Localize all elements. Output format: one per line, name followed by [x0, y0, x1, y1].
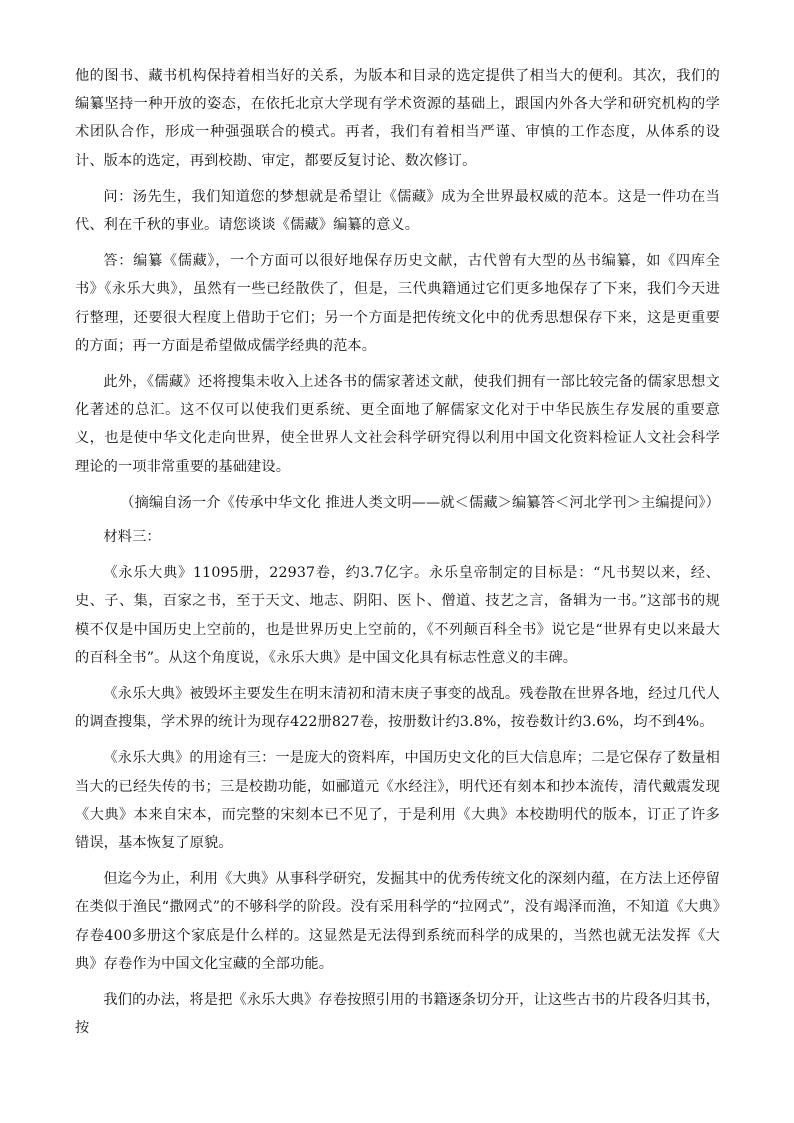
paragraph-our-approach: 我们的办法，将是把《永乐大典》存卷按照引用的书籍逐条切分开，让这些古书的片段各归其书，按	[75, 992, 720, 1037]
answer-paragraph: 答：编纂《儒藏》，一个方面可以很好地保存历史文献，古代曾有大型的丛书编纂，如《四库全书》《永乐大典》，虽然有一些已经散佚了，但是，三代典籍通过它们更多地保存了下来，我们今天进行整理，还要很大程度上借助于它们；另一个方面是把传统文化中的优秀思想保存下来，这是更重要的方面；再一方面是希望做成儒学经典的范本。	[75, 253, 720, 354]
source-citation: （摘编自汤一介《传承中华文化 推进人类文明——就＜儒藏＞编纂答＜河北学刊＞主编提问》）	[120, 494, 720, 511]
section-heading: 材料三：	[103, 529, 161, 546]
question-paragraph: 问：汤先生，我们知道您的梦想就是希望让《儒藏》成为全世界最权威的范本。这是一件功在当代、利在千秋的事业。请您谈谈《儒藏》编纂的意义。	[75, 188, 720, 234]
paragraph-supplement: 此外，《儒藏》还将搜集未收入上述各书的儒家著述文献，使我们拥有一部比较完备的儒家思想文化著述的总汇。这不仅可以使我们更系统、更全面地了解儒家文化对于中华民族生存发展的重要意义，也是使中华文化走向世界，使全世界人文社会科学研究得以利用中国文化资料检证人文社会科学理论的一项非常重要的基础建设。	[75, 374, 720, 475]
paragraph-continuation: 他的图书、藏书机构保持着相当好的关系，为版本和目录的选定提供了相当大的便利。其次，我们的编纂坚持一种开放的姿态，在依托北京大学现有学术资源的基础上，跟国内外各大学和研究机构的学术团队合作，形成一种强强联合的模式。再者，我们有着相当严谨、审慎的工作态度，从体系的设计、版本的选定，再到校勘、审定，都要反复讨论、数次修订。	[75, 68, 720, 169]
paragraph-yongle-uses: 《永乐大典》的用途有三：一是庞大的资料库，中国历史文化的巨大信息库；二是它保存了数量相当大的已经失传的书；三是校勘功能，如郦道元《水经注》，明代还有刻本和抄本流传，清代戴震发现《大典》本来自宋本，而完整的宋刻本已不见了，于是利用《大典》本校勘明代的版本，订正了许多错误，基本恢复了原貌。	[75, 750, 720, 852]
paragraph-yongle-scale: 《永乐大典》11095册，22937卷，约3.7亿字。永乐皇帝制定的目标是：“凡书契以来，经、史、子、集，百家之书，至于天文、地志、阴阳、医卜、僧道、技艺之言，备辑为一书。”这部书的规模不仅是中国历史上空前的，也是世界历史上空前的，《不列颠百科全书》说它是“世界有史以来最大的百科全书”。从这个角度说，《永乐大典》是中国文化具有标志性意义的丰碑。	[75, 565, 720, 666]
article-body	[75, 62, 720, 1043]
paragraph-research-method: 但迄今为止，利用《大典》从事科学研究，发掘其中的优秀传统文化的深刻内蕴，在方法上还停留在类似于渔民“撒网式”的不够科学的阶段。没有采用科学的“拉网式”，没有竭泽而渔，不知道《大典》存卷400多册这个家底是什么样的。这显然是无法得到系统而科学的成果的，当然也就无法发挥《大典》存卷作为中国文化宝藏的全部功能。	[75, 871, 720, 972]
paragraph-yongle-damage: 《永乐大典》被毁坏主要发生在明末清初和清末庚子事变的战乱。残卷散在世界各地，经过几代人的调查搜集，学术界的统计为现存422册827卷，按册数计约3.8%，按卷数计约3.6%，均不到4%。	[75, 686, 720, 731]
